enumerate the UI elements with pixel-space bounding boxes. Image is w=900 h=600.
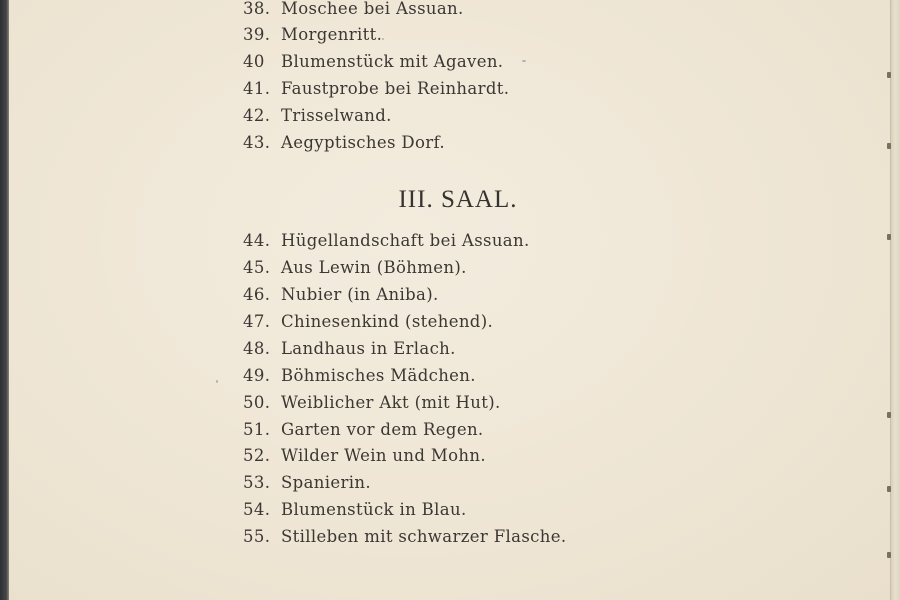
entry-title: Morgenritt. xyxy=(281,25,383,44)
entry-title: Faustprobe bei Reinhardt. xyxy=(281,79,510,98)
catalog-entry xyxy=(243,472,371,494)
entry-title: Aus Lewin (Böhmen). xyxy=(281,258,467,277)
entry-number: 55. xyxy=(243,527,271,546)
catalog-entry xyxy=(243,365,476,387)
catalog-entry xyxy=(243,230,530,252)
catalog-entry xyxy=(243,0,464,20)
catalog-entry xyxy=(243,105,392,127)
catalog-entry xyxy=(243,419,484,441)
entry-title: Stilleben mit schwarzer Flasche. xyxy=(281,527,567,546)
entry-number: 42. xyxy=(243,106,271,125)
entry-title: Trisselwand. xyxy=(281,106,392,125)
entry-title: Nubier (in Aniba). xyxy=(281,285,439,304)
entry-number: 54. xyxy=(243,500,271,519)
entry-number: 48. xyxy=(243,339,271,358)
entry-title: Wilder Wein und Mohn. xyxy=(281,446,486,465)
entry-title: Landhaus in Erlach. xyxy=(281,339,456,358)
catalog-entry xyxy=(243,132,445,154)
entry-number: 38. xyxy=(243,0,271,18)
entry-title: Böhmisches Mädchen. xyxy=(281,366,476,385)
entry-number: 41. xyxy=(243,79,271,98)
catalog-entry xyxy=(243,257,467,279)
catalog-entry xyxy=(243,24,382,46)
entry-number: 52. xyxy=(243,446,271,465)
entry-number: 40 xyxy=(243,52,265,71)
catalog-entry xyxy=(243,499,467,521)
entry-number: 49. xyxy=(243,366,271,385)
entry-title: Hügellandschaft bei Assuan. xyxy=(281,231,530,250)
entry-title: Blumenstück mit Agaven. xyxy=(281,52,504,71)
catalog-entry xyxy=(243,392,501,414)
entry-number: 46. xyxy=(243,285,271,304)
catalog-entry xyxy=(243,445,486,467)
entry-number: 45. xyxy=(243,258,271,277)
entry-number: 44. xyxy=(243,231,271,250)
catalog-entry xyxy=(243,311,493,333)
entry-number: 43. xyxy=(243,133,271,152)
entry-number: 47. xyxy=(243,312,271,331)
entry-title: Weiblicher Akt (mit Hut). xyxy=(281,393,501,412)
catalog-entry xyxy=(243,284,439,306)
section-heading: III. SAAL. xyxy=(398,186,518,213)
catalog-entry xyxy=(243,78,509,100)
entry-title: Aegyptisches Dorf. xyxy=(281,133,445,152)
catalog-entry xyxy=(243,338,456,360)
entry-title: Moschee bei Assuan. xyxy=(281,0,464,18)
catalog-entry xyxy=(243,526,566,548)
entry-title: Spanierin. xyxy=(281,473,371,492)
catalog-entry xyxy=(243,51,503,73)
entry-number: 50. xyxy=(243,393,271,412)
entry-title: Chinesenkind (stehend). xyxy=(281,312,494,331)
entry-number: 51. xyxy=(243,420,271,439)
entry-title: Blumenstück in Blau. xyxy=(281,500,467,519)
entry-number: 53. xyxy=(243,473,271,492)
entry-number: 39. xyxy=(243,25,271,44)
entry-title: Garten vor dem Regen. xyxy=(281,420,484,439)
